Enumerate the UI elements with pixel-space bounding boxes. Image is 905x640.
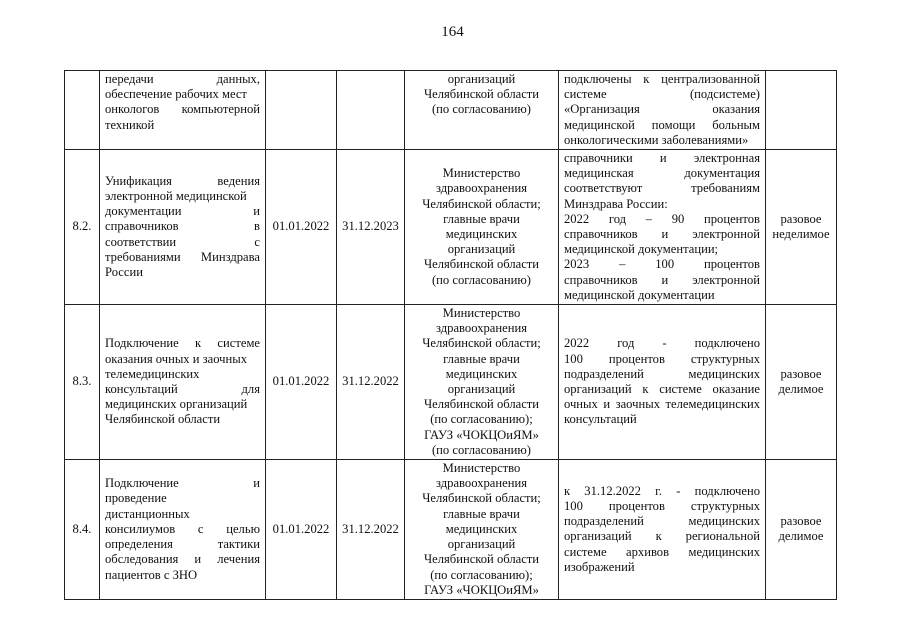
activity-cell: Унификация ведения электронной медицинской документации и справочников в соответствии с требованиями Минздрава России: [100, 150, 266, 305]
row-number: [65, 71, 100, 150]
table-row: [65, 71, 837, 150]
executor-cell: Министерство здравоохранения Челябинской области; главные врачи медицинских организаций Челябинской области (по согласованию); ГАУЗ «ЧОКЦОиЯМ»: [405, 460, 559, 600]
row-number: 8.3.: [65, 305, 100, 460]
table-row: [65, 305, 837, 460]
result-cell: справочники и электронная медицинская документация соответствуют требованиям Минздрава России: 2022 год – 90 процентов справочников и электронной медицинской документации; 2023 – 100 процентов справочников и электронной медицинской документации: [559, 150, 766, 305]
table-row: [65, 150, 837, 305]
start-date: [266, 71, 337, 150]
type-cell: [766, 71, 837, 150]
activity-plan-table: [64, 70, 837, 600]
activity-cell: Подключение к системе оказания очных и заочных телемедицинских консультаций для медицинских организаций Челябинской области: [100, 305, 266, 460]
executor-cell: организаций Челябинской области (по согласованию): [405, 71, 559, 150]
table-row: [65, 460, 837, 600]
end-date: 31.12.2022: [337, 460, 405, 600]
executor-cell: Министерство здравоохранения Челябинской области; главные врачи медицинских организаций Челябинской области (по согласованию); ГАУЗ «ЧОКЦОиЯМ» (по согласованию): [405, 305, 559, 460]
result-cell: 2022 год - подключено 100 процентов структурных подразделений медицинских организаций к системе оказание очных и заочных телемедицинских консультаций: [559, 305, 766, 460]
end-date: [337, 71, 405, 150]
type-cell: разовое неделимое: [766, 150, 837, 305]
activity-cell: Подключение и проведение дистанционных консилиумов с целью определения тактики обследования и лечения пациентов с ЗНО: [100, 460, 266, 600]
page-number: 164: [441, 24, 464, 40]
end-date: 31.12.2022: [337, 305, 405, 460]
row-number: 8.2.: [65, 150, 100, 305]
start-date: 01.01.2022: [266, 460, 337, 600]
result-cell: к 31.12.2022 г. - подключено 100 процентов структурных подразделений медицинских организаций к региональной системе архивов медицинских изображений: [559, 460, 766, 600]
type-cell: разовое делимое: [766, 460, 837, 600]
end-date: 31.12.2023: [337, 150, 405, 305]
start-date: 01.01.2022: [266, 150, 337, 305]
executor-cell: Министерство здравоохранения Челябинской области; главные врачи медицинских организаций Челябинской области (по согласованию): [405, 150, 559, 305]
activity-cell: передачи данных, обеспечение рабочих мест онкологов компьютерной техникой: [100, 71, 266, 150]
result-cell: подключены к централизованной системе (подсистеме) «Организация оказания медицинской помощи больным онкологическими заболеваниями»: [559, 71, 766, 150]
type-cell: разовое делимое: [766, 305, 837, 460]
start-date: 01.01.2022: [266, 305, 337, 460]
row-number: 8.4.: [65, 460, 100, 600]
